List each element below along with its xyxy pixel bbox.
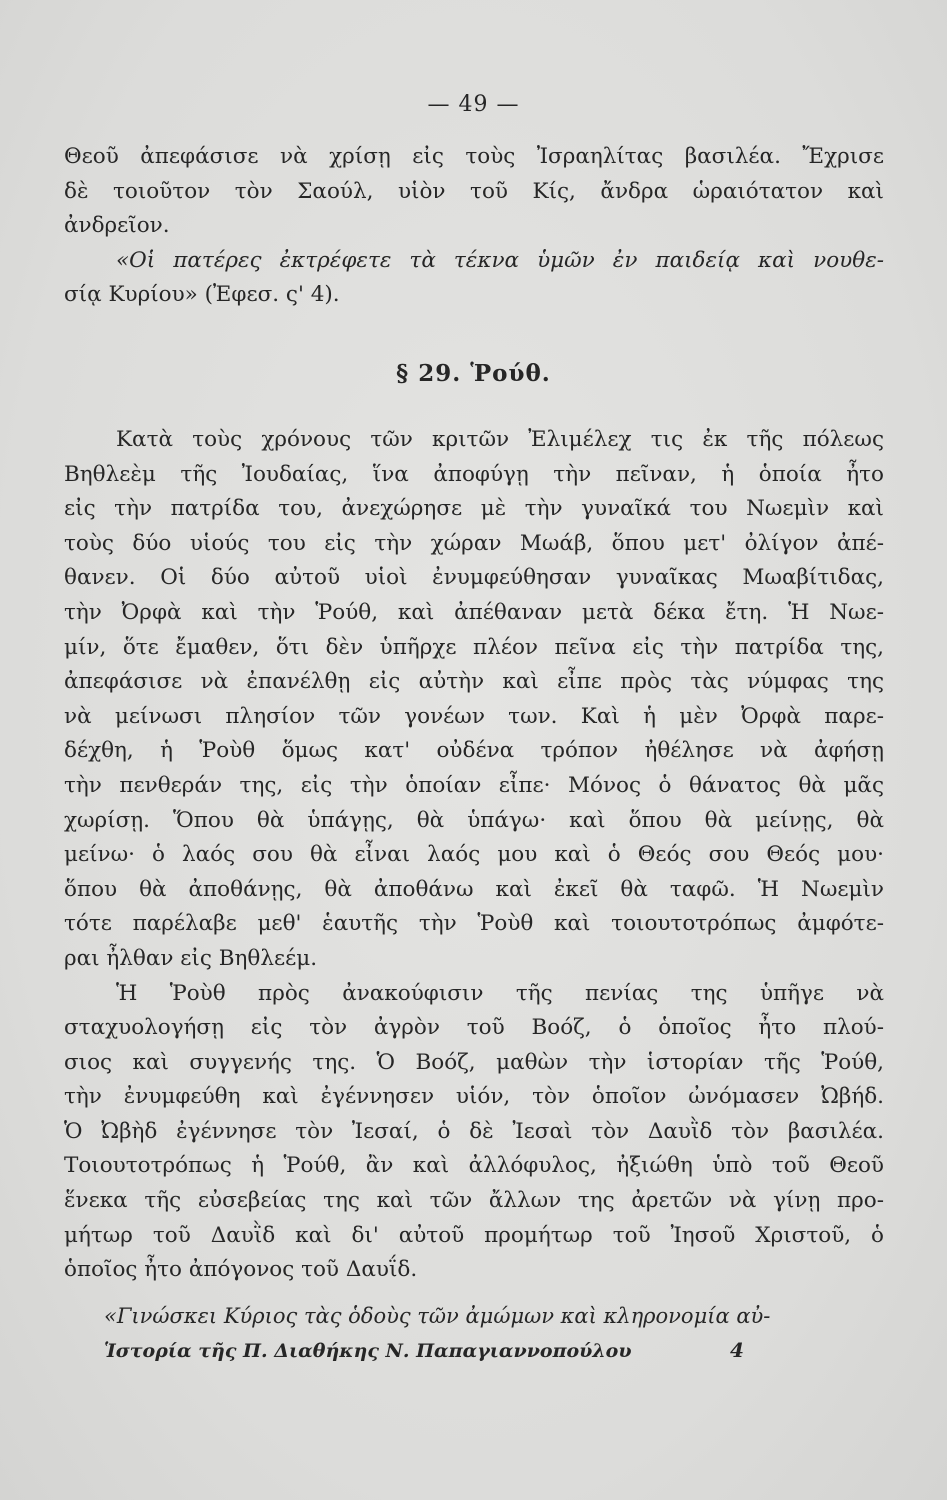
bible-quote-line: σίᾳ Κυρίου» (Ἐφεσ. ς' 4). xyxy=(64,282,340,308)
bible-quote-line: «Οἱ πατέρες ἐκτρέφετε τὰ τέκνα ὑμῶν ἐν παιδείᾳ καὶ νουθε- xyxy=(116,247,884,273)
body-line: εἰς τὴν πατρίδα του, ἀνεχώρησε μὲ τὴν γυναῖκά του Νωεμὶν καὶ xyxy=(64,496,884,522)
body-line: μείνω· ὁ λαός σου θὰ εἶναι λαός μου καὶ ὁ Θεός σου Θεός μου· xyxy=(64,842,884,868)
body-line: ἕνεκα τῆς εὐσεβείας της καὶ τῶν ἄλλων της ἀρετῶν νὰ γίνῃ προ- xyxy=(64,1188,884,1214)
body-line: Ὁ Ὠβὴδ ἐγέννησε τὸν Ἰεσαί, ὁ δὲ Ἰεσαὶ τὸν Δαυῒδ τὸν βασιλέα. xyxy=(64,1118,884,1144)
body-line: μήτωρ τοῦ Δαυῒδ καὶ δι' αὐτοῦ προμήτωρ τοῦ Ἰησοῦ Χριστοῦ, ὁ xyxy=(64,1222,884,1248)
page-number: — 49 — xyxy=(427,92,520,117)
body-line: ὁποῖος ἦτο ἀπόγονος τοῦ Δαυΐδ. xyxy=(64,1257,418,1283)
body-line: θανεν. Οἱ δύο αὐτοῦ υἱοὶ ἐνυμφεύθησαν γυναῖκας Μωαβίτιδας, xyxy=(64,565,884,591)
footer-signature: 4 xyxy=(730,1338,744,1362)
body-line: τὴν ἐνυμφεύθη καὶ ἐγέννησεν υἱόν, τὸν ὁποῖον ὠνόμασεν Ὠβήδ. xyxy=(64,1084,884,1110)
body-line: Τοιουτοτρόπως ἡ Ῥούθ, ἂν καὶ ἀλλόφυλος, ἠξιώθη ὑπὸ τοῦ Θεοῦ xyxy=(64,1153,884,1179)
body-line: ἀπεφάσισε νὰ ἐπανέλθῃ εἰς αὐτὴν καὶ εἶπε πρὸς τὰς νύμφας της xyxy=(64,669,884,695)
body-line: δέχθη, ἡ Ῥοὺθ ὅμως κατ' οὐδένα τρόπον ἠθέλησε νὰ ἀφήσῃ xyxy=(64,738,884,764)
body-line: τοὺς δύο υἱούς του εἰς τὴν χώραν Μωάβ, ὅπου μετ' ὀλίγον ἀπέ- xyxy=(64,530,884,556)
section-heading: § 29. Ῥούθ. xyxy=(396,360,551,387)
body-line: χωρίσῃ. Ὅπου θὰ ὑπάγῃς, θὰ ὑπάγω· καὶ ὅπου θὰ μείνῃς, θὰ xyxy=(64,807,884,833)
intro-line: δὲ τοιοῦτον τὸν Σαούλ, υἱὸν τοῦ Κίς, ἄνδρα ὡραιότατον καὶ xyxy=(64,178,884,204)
body-line: ραι ἦλθαν εἰς Βηθλεέμ. xyxy=(64,945,318,971)
intro-line: ἀνδρεῖον. xyxy=(64,213,170,239)
body-line: Κατὰ τοὺς χρόνους τῶν κριτῶν Ἐλιμέλεχ τις ἐκ τῆς πόλεως xyxy=(116,427,884,452)
section-body xyxy=(64,423,884,1288)
intro-line: Θεοῦ ἀπεφάσισε νὰ χρίσῃ εἰς τοὺς Ἰσραηλίτας βασιλέα. Ἔχρισε xyxy=(64,144,884,169)
body-line: ὅπου θὰ ἀποθάνῃς, θὰ ἀποθάνω καὶ ἐκεῖ θὰ ταφῶ. Ἡ Νωεμὶν xyxy=(64,876,884,902)
body-line: Βηθλεὲμ τῆς Ἰουδαίας, ἵνα ἀποφύγῃ τὴν πεῖναν, ἡ ὁποία ἦτο xyxy=(64,461,884,487)
body-line: τότε παρέλαβε μεθ' ἑαυτῆς τὴν Ῥοὺθ καὶ τοιουτοτρόπως ἀμφότε- xyxy=(64,911,884,937)
body-line: σιος καὶ συγγενής της. Ὁ Βοόζ, μαθὼν τὴν ἱστορίαν τῆς Ῥούθ, xyxy=(64,1049,884,1075)
body-line: τὴν πενθεράν της, εἰς τὴν ὁποίαν εἶπε· Μόνος ὁ θάνατος θὰ μᾶς xyxy=(64,772,884,798)
body-line: σταχυολογήσῃ εἰς τὸν ἀγρὸν τοῦ Βοόζ, ὁ ὁποῖος ἦτο πλού- xyxy=(64,1015,884,1041)
closing-quote: «Γινώσκει Κύριος τὰς ὁδοὺς τῶν ἀμώμων καὶ κληρονομία αὐ- xyxy=(104,1304,771,1328)
body-line: Ἡ Ῥοὺθ πρὸς ἀνακούφισιν τῆς πενίας της ὑπῆγε νὰ xyxy=(116,980,884,1006)
footer-title: Ἱστορία τῆς Π. Διαθήκης Ν. Παπαγιαννοπούλου xyxy=(104,1340,632,1362)
body-line: τὴν Ὀρφὰ καὶ τὴν Ῥούθ, καὶ ἀπέθαναν μετὰ δέκα ἔτη. Ἡ Νωε- xyxy=(64,599,884,625)
body-line: μίν, ὅτε ἔμαθεν, ὅτι δὲν ὑπῆρχε πλέον πεῖνα εἰς τὴν πατρίδα της, xyxy=(64,634,884,660)
intro-text xyxy=(64,140,884,313)
body-line: νὰ μείνωσι πλησίον τῶν γονέων των. Καὶ ἡ μὲν Ὀρφὰ παρε- xyxy=(64,703,884,729)
